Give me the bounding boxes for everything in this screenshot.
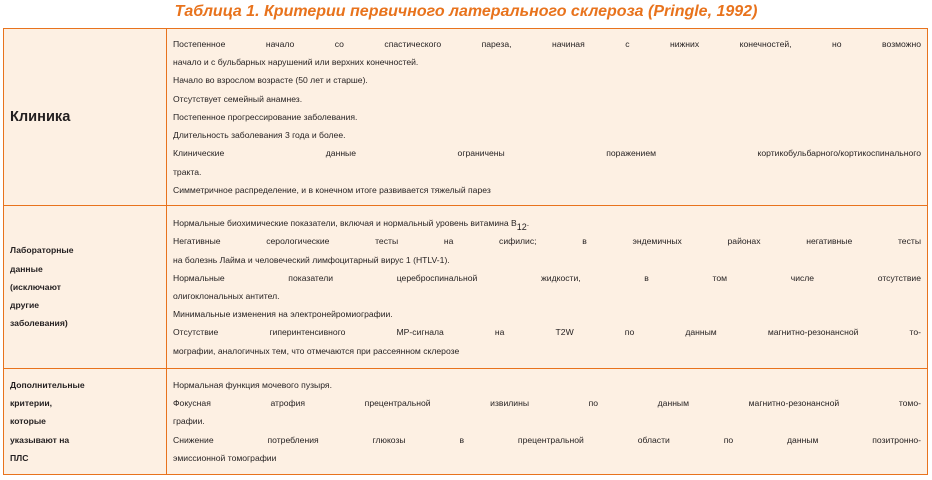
criterion-line: Постепенное начало со спастического пареза, начиная с нижних конечностей, но возможно — [173, 39, 921, 50]
label-line: другие — [10, 300, 40, 311]
criterion-line: эмиссионной томографии — [173, 452, 277, 463]
label-line: Дополнительные — [10, 379, 85, 390]
criteria-table — [3, 28, 928, 475]
row-label-additional — [4, 369, 167, 475]
label-line: ПЛС — [10, 452, 29, 463]
row-content-additional — [167, 369, 928, 475]
label-line: критерии, — [10, 398, 53, 409]
criterion-line: графии. — [173, 416, 205, 427]
criterion-line: Отсутствует семейный анамнез. — [173, 93, 303, 104]
vitamin-subscript: 12 — [516, 222, 527, 233]
criterion-line: Минимальные изменения на электронейромиографии. — [173, 309, 393, 320]
label-line: указывают на — [10, 434, 70, 445]
criterion-line: на болезнь Лайма и человеческий лимфоцитарный вирус 1 (HTLV-1). — [173, 254, 450, 265]
criterion-line: тракта. — [173, 166, 202, 177]
criterion-line: Нормальные показатели цереброспинальной жидкости, в том числе отсутствие — [173, 272, 921, 283]
label-line: (исключают — [10, 281, 61, 292]
row-label-clinic: Клиника — [4, 29, 167, 206]
criterion-line: Отсутствие гиперинтенсивного МР-сигнала на T2W по данным магнитно-резонансной то- — [173, 327, 921, 338]
criterion-line: начало и с бульбарных нарушений или верхних конечностей. — [173, 57, 419, 68]
vitamin-text: Нормальные биохимические показатели, включая и нормальный уровень витамина B — [173, 218, 517, 229]
vitamin-period: . — [526, 218, 530, 229]
criterion-line: мографии, аналогичных тем, что отмечаются при рассеянном склерозе — [173, 345, 460, 356]
label-line: которые — [10, 416, 46, 427]
table-row — [4, 369, 928, 475]
criterion-line: Постепенное прогрессирование заболевания. — [173, 111, 358, 122]
criterion-line: Фокусная атрофия прецентральной извилины по данным магнитно-резонансной томо- — [173, 398, 921, 409]
criterion-line: Начало во взрослом возрасте (50 лет и старше). — [173, 75, 368, 86]
criterion-line: Негативные серологические тесты на сифилис; в эндемичных районах негативные тесты — [173, 236, 921, 247]
criterion-line: Длительность заболевания 3 года и более. — [173, 130, 346, 141]
row-label-lab — [4, 206, 167, 369]
criterion-line: Симметричное распределение, и в конечном итоге развивается тяжелый парез — [173, 184, 491, 195]
label-line: Лабораторные — [10, 245, 74, 256]
criterion-line: Нормальная функция мочевого пузыря. — [173, 379, 332, 390]
label-line: данные — [10, 263, 43, 274]
criterion-line — [173, 214, 921, 232]
label-line: заболевания) — [10, 318, 68, 329]
table-row — [4, 206, 928, 369]
criterion-line: Снижение потребления глюкозы в прецентральной области по данным позитронно- — [173, 434, 921, 445]
row-content-clinic — [167, 29, 928, 206]
row-content-lab — [167, 206, 928, 369]
criterion-line: Клинические данные ограничены поражением кортикобульбарного/кортикоспинального — [173, 148, 921, 159]
table-title: Таблица 1. Критерии первичного латерального склероза (Pringle, 1992) — [174, 3, 758, 20]
table-row — [4, 29, 928, 206]
criterion-line: олигоклональных антител. — [173, 291, 280, 301]
